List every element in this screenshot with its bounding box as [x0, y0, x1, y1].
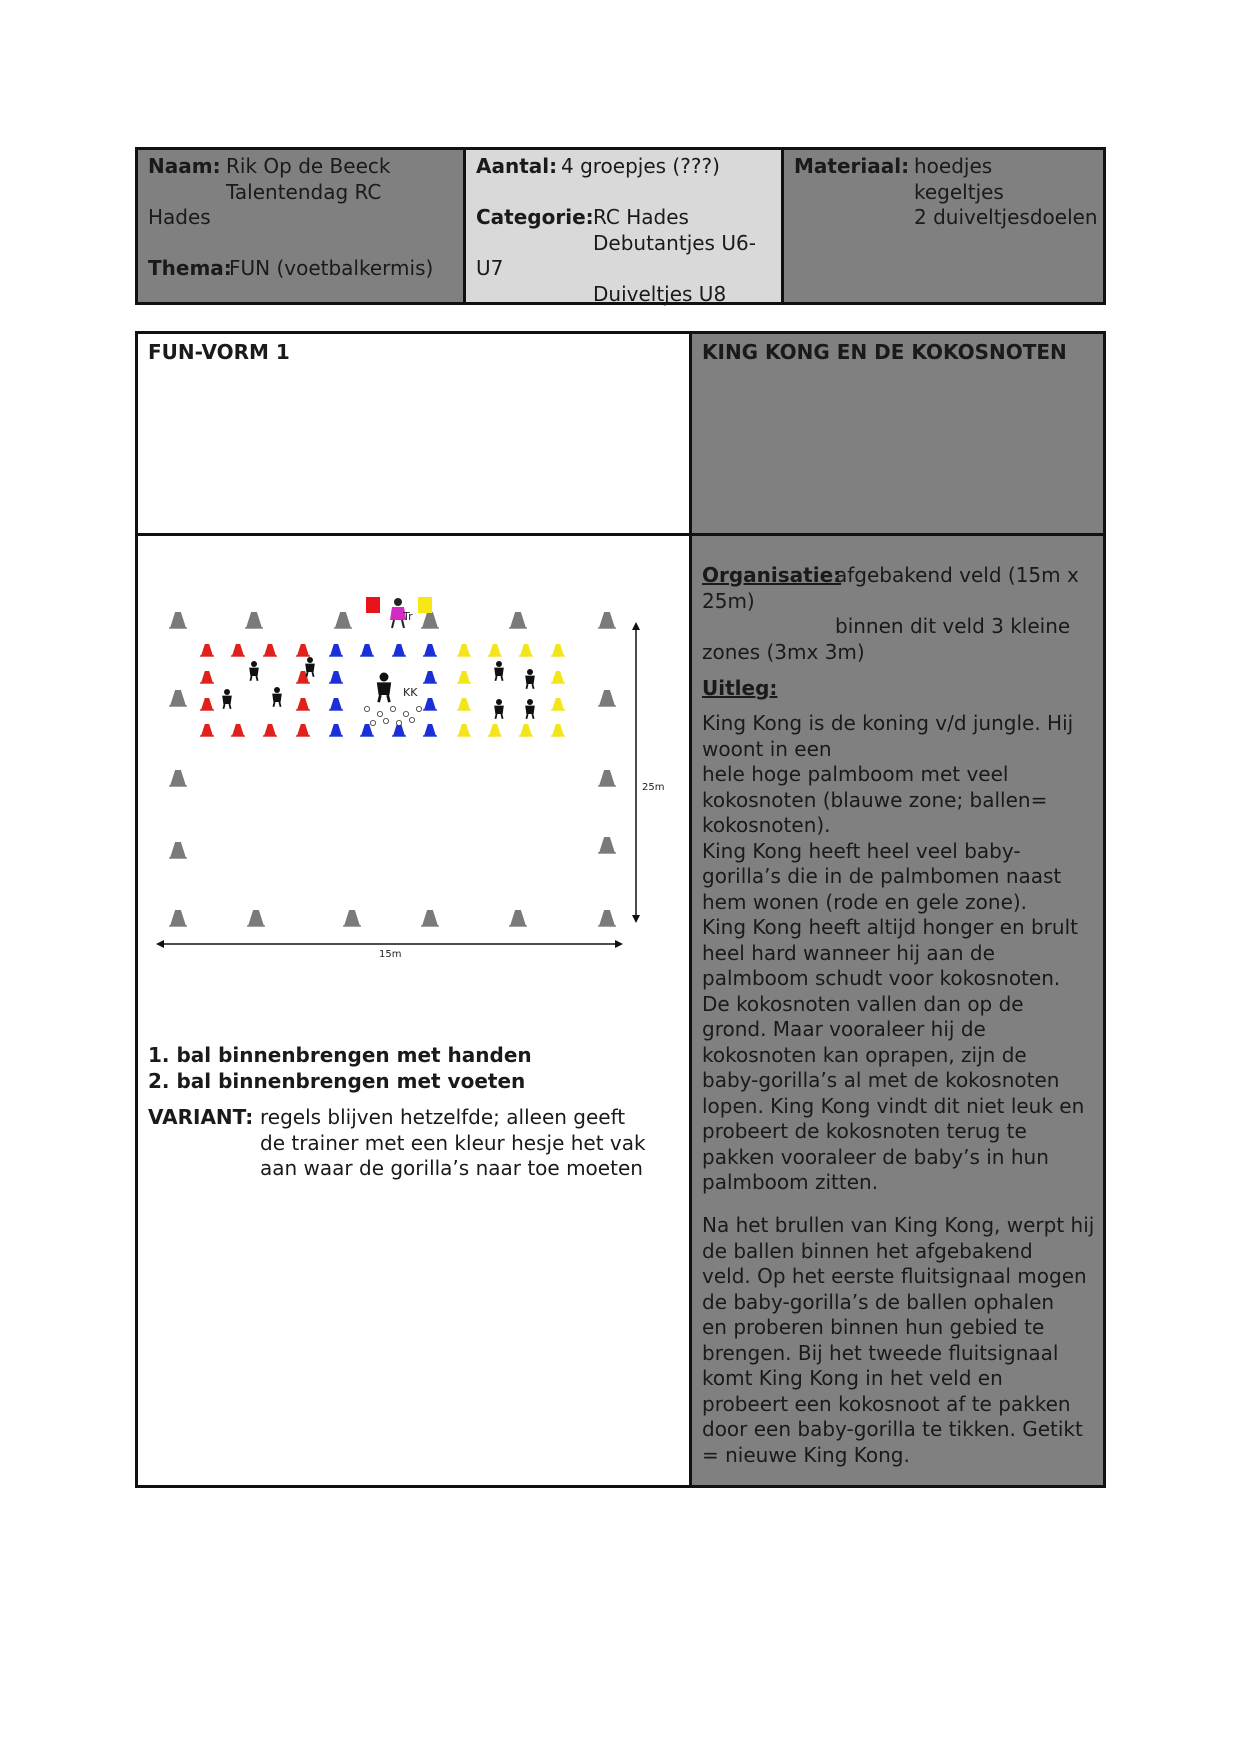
- ball-icon: [396, 720, 401, 725]
- cone-icon: [552, 724, 564, 736]
- cone-icon: [170, 770, 186, 786]
- uitleg-text-2: [702, 1213, 1094, 1468]
- uitleg-line: probeert de kokosnoten terug te: [702, 1119, 1027, 1143]
- aantal-label: Aantal:: [476, 154, 558, 178]
- player-icon: [525, 699, 535, 719]
- cone-icon: [510, 612, 526, 628]
- organisatie-label: Organisatie:: [702, 563, 842, 587]
- cone-icon: [297, 724, 309, 736]
- cone-icon: [424, 671, 436, 683]
- naam-line3: Hades: [148, 205, 211, 229]
- ball-icon: [383, 718, 388, 723]
- uitleg-line: palmboom zitten.: [702, 1170, 879, 1194]
- cone-icon: [201, 698, 213, 710]
- cone-icon: [264, 724, 276, 736]
- materiaal-item: hoedjes: [914, 154, 993, 178]
- ball-icon: [390, 706, 395, 711]
- ball-icon: [409, 717, 414, 722]
- cone-icon: [599, 770, 615, 786]
- cone-icon: [330, 671, 342, 683]
- uitleg-line: hem wonen (rode en gele zone).: [702, 889, 1028, 914]
- categorie-line2: Debutantjes U6-: [593, 230, 756, 255]
- ball-icon: [403, 711, 408, 716]
- uitleg-line: pakken vooraleer de baby’s in hun: [702, 1144, 1049, 1169]
- variant-line: de trainer met een kleur hesje het vak: [260, 1130, 646, 1155]
- exercise-table: [135, 331, 1106, 1488]
- cone-icon: [458, 698, 470, 710]
- player-icon: [272, 687, 282, 707]
- cone-icon: [201, 644, 213, 656]
- naam-label: Naam:: [148, 154, 221, 178]
- cone-icon: [422, 612, 438, 628]
- uitleg-line: heel hard wanneer hij aan de: [702, 940, 995, 965]
- categorie-line4: Duiveltjes U8: [593, 281, 727, 306]
- form-label: FUN-VORM 1: [148, 340, 290, 364]
- cone-icon: [335, 612, 351, 628]
- uitleg-line: komt King Kong in het veld en: [702, 1366, 1003, 1390]
- kingkong-label: KK: [403, 686, 418, 699]
- uitleg-line: kokosnoten (blauwe zone; ballen=: [702, 787, 1048, 812]
- cone-icon: [330, 724, 342, 736]
- description-cell: [692, 536, 1103, 1485]
- uitleg-line: veld. Op het eerste fluitsignaal mogen: [702, 1264, 1087, 1288]
- uitleg-line: de ballen binnen het afgebakend: [702, 1238, 1033, 1263]
- uitleg-line: hele hoge palmboom met veel: [702, 762, 1009, 786]
- cone-icon: [424, 644, 436, 656]
- cone-icon: [520, 644, 532, 656]
- cone-icon: [599, 612, 615, 628]
- organisatie-line: binnen dit veld 3 kleine: [835, 614, 1071, 638]
- naam-cell: [138, 150, 466, 302]
- player-icon: [525, 669, 535, 689]
- cone-icon: [170, 690, 186, 706]
- cone-icon: [201, 724, 213, 736]
- cone-icon: [489, 644, 501, 656]
- uitleg-line: kokosnoten kan oprapen, zijn de: [702, 1042, 1027, 1067]
- cone-icon: [552, 698, 564, 710]
- uitleg-line: brengen. Bij het tweede fluitsignaal: [702, 1340, 1059, 1365]
- ball-icon: [364, 706, 369, 711]
- materiaal-cell: [784, 150, 1103, 302]
- uitleg-line: King Kong is de koning v/d jungle. Hij: [702, 711, 1074, 735]
- variant-line: regels blijven hetzelfde; alleen geeft: [260, 1105, 626, 1129]
- thema-value: FUN (voetbalkermis): [229, 256, 434, 280]
- step-1: 1. bal binnenbrengen met handen: [148, 1043, 532, 1067]
- cone-icon: [170, 612, 186, 628]
- cone-icon: [393, 644, 405, 656]
- ball-icon: [416, 706, 421, 711]
- uitleg-label: Uitleg:: [702, 676, 778, 700]
- variant-line: aan waar de gorilla’s naar toe moeten: [260, 1156, 643, 1180]
- aantal-value: 4 groepjes (???): [561, 154, 720, 178]
- cone-icon: [344, 910, 360, 926]
- player-icon: [305, 657, 315, 677]
- cone-icon: [361, 644, 373, 656]
- naam-line2: Talentendag RC: [226, 179, 382, 204]
- width-arrow: [156, 940, 623, 948]
- categorie-line3: U7: [476, 256, 504, 280]
- uitleg-line: woont in een: [702, 736, 832, 761]
- trainer-label: Tr: [403, 610, 413, 623]
- cone-icon: [520, 724, 532, 736]
- cone-icon: [330, 644, 342, 656]
- cone-icon: [599, 837, 615, 853]
- cone-icon: [297, 698, 309, 710]
- variant-label: VARIANT:: [148, 1105, 254, 1129]
- cone-icon: [422, 910, 438, 926]
- uitleg-line: kokosnoten).: [702, 813, 831, 837]
- cone-icon: [246, 612, 262, 628]
- uitleg-line: = nieuwe King Kong.: [702, 1442, 910, 1467]
- cone-icon: [424, 698, 436, 710]
- cones-layer: [169, 612, 616, 927]
- height-arrow: [632, 622, 640, 923]
- cone-icon: [552, 671, 564, 683]
- cone-icon: [599, 910, 615, 926]
- title-cell: [692, 334, 1103, 536]
- uitleg-line: grond. Maar vooraleer hij de: [702, 1017, 986, 1041]
- field-diagram: [152, 568, 672, 958]
- cone-icon: [201, 671, 213, 683]
- cone-icon: [510, 910, 526, 926]
- categorie-label: Categorie:: [476, 205, 594, 229]
- diagram-cell: [138, 536, 692, 1485]
- naam-line1: Rik Op de Beeck: [226, 154, 391, 178]
- organisatie-line: 25m): [702, 588, 755, 613]
- cone-icon: [552, 644, 564, 656]
- uitleg-line: King Kong heeft heel veel baby-: [702, 838, 1021, 863]
- uitleg-line: De kokosnoten vallen dan op de: [702, 991, 1024, 1016]
- thema-label: Thema:: [148, 256, 232, 280]
- player-icon: [494, 661, 504, 681]
- uitleg-line: King Kong heeft altijd honger en brult: [702, 915, 1078, 939]
- uitleg-line: de baby-gorilla’s de ballen ophalen: [702, 1289, 1055, 1314]
- categorie-line1: RC Hades: [593, 205, 689, 229]
- materiaal-label: Materiaal:: [794, 154, 910, 178]
- materiaal-item: kegeltjes: [914, 179, 1004, 204]
- cone-icon: [170, 842, 186, 858]
- step-2: 2. bal binnenbrengen met voeten: [148, 1069, 526, 1093]
- ball-icon: [370, 720, 375, 725]
- materiaal-item: 2 duiveltjesdoelen: [914, 205, 1098, 229]
- exercise-title: KING KONG EN DE KOKOSNOTEN: [702, 340, 1067, 364]
- uitleg-line: probeert een kokosnoot af te pakken: [702, 1391, 1071, 1416]
- cone-icon: [330, 698, 342, 710]
- cone-icon: [232, 724, 244, 736]
- cone-icon: [232, 644, 244, 656]
- uitleg-text: [702, 711, 1084, 1196]
- cone-icon: [424, 724, 436, 736]
- cone-icon: [458, 671, 470, 683]
- cone-icon: [170, 910, 186, 926]
- uitleg-line: door een baby-gorilla te tikken. Getikt: [702, 1417, 1083, 1441]
- players-layer: [222, 657, 535, 726]
- ball-icon: [377, 711, 382, 716]
- cone-icon: [297, 644, 309, 656]
- cone-icon: [599, 690, 615, 706]
- width-label: 15m: [379, 949, 402, 958]
- player-icon: [494, 699, 504, 719]
- uitleg-line: palmboom schudt voor kokosnoten.: [702, 966, 1061, 990]
- cone-icon: [458, 644, 470, 656]
- cone-icon: [458, 724, 470, 736]
- cone-icon: [361, 724, 373, 736]
- player-icon: [222, 689, 232, 709]
- uitleg-line: lopen. King Kong vindt dit niet leuk en: [702, 1093, 1085, 1118]
- red-flag-icon: [366, 597, 380, 613]
- cone-icon: [264, 644, 276, 656]
- organisatie-line: zones (3mx 3m): [702, 639, 865, 664]
- player-icon: [249, 661, 259, 681]
- uitleg-line: gorilla’s die in de palmbomen naast: [702, 864, 1062, 888]
- organisatie-line: afgebakend veld (15m x: [835, 563, 1079, 587]
- aantal-cell: [466, 150, 784, 306]
- cone-icon: [248, 910, 264, 926]
- uitleg-line: Na het brullen van King Kong, werpt hij: [702, 1213, 1095, 1237]
- cone-icon: [489, 724, 501, 736]
- form-label-cell: [138, 334, 692, 536]
- uitleg-line: baby-gorilla’s al met de kokosnoten: [702, 1068, 1060, 1092]
- height-label: 25m: [642, 782, 665, 793]
- uitleg-line: en proberen binnen hun gebied te: [702, 1315, 1045, 1339]
- header-table: [135, 147, 1106, 305]
- player-icon: [377, 673, 391, 703]
- yellow-flag-icon: [418, 597, 432, 613]
